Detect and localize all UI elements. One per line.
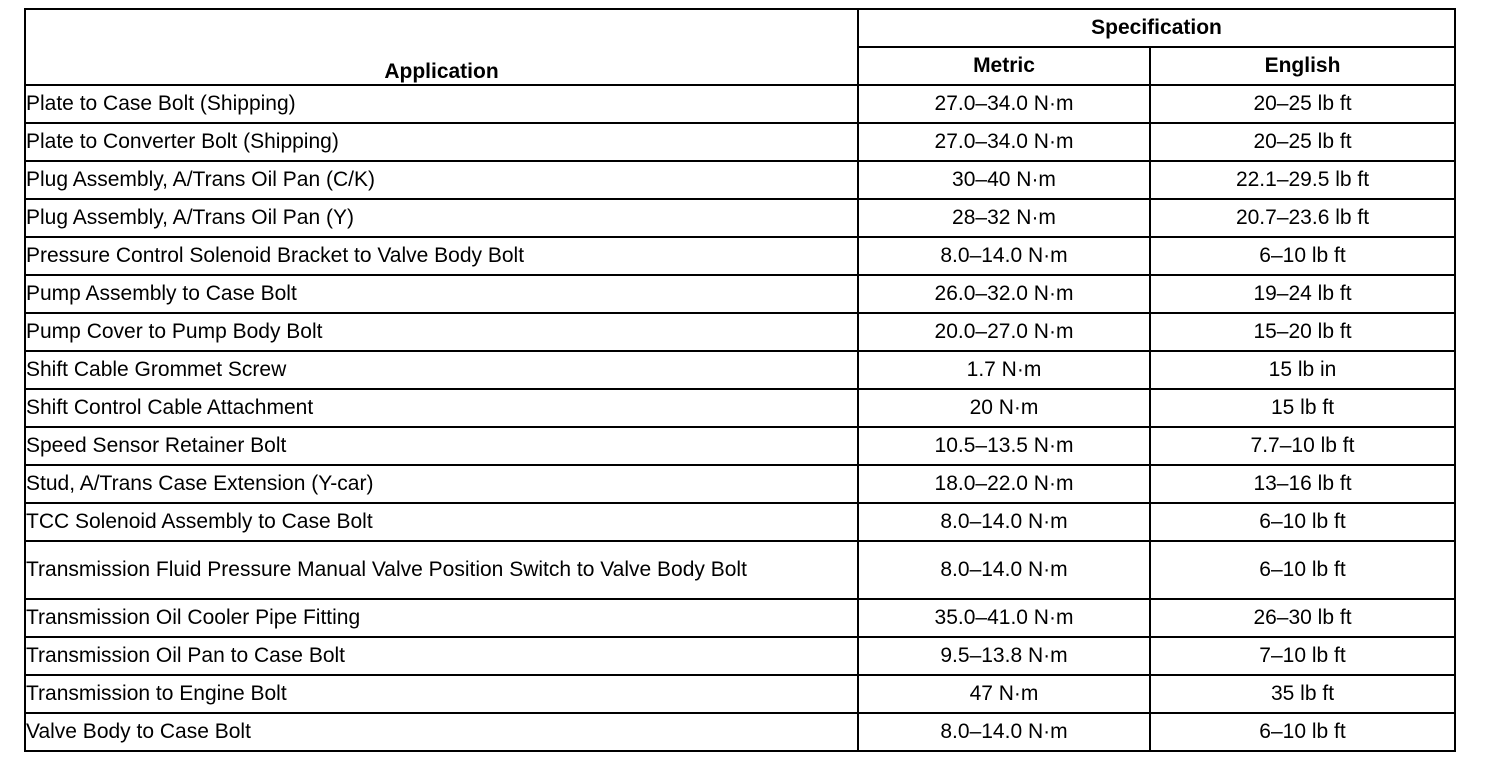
metric-cell: 20.0–27.0 N·m bbox=[858, 313, 1150, 351]
metric-cell: 10.5–13.5 N·m bbox=[858, 427, 1150, 465]
english-cell: 6–10 lb ft bbox=[1150, 503, 1455, 541]
table-row bbox=[25, 599, 1455, 637]
english-cell: 7.7–10 lb ft bbox=[1150, 427, 1455, 465]
application-cell: Shift Cable Grommet Screw bbox=[25, 351, 858, 389]
table-row bbox=[25, 713, 1455, 751]
english-cell: 15 lb in bbox=[1150, 351, 1455, 389]
application-cell: Transmission to Engine Bolt bbox=[25, 675, 858, 713]
application-cell: Valve Body to Case Bolt bbox=[25, 713, 858, 751]
application-cell: Plug Assembly, A/Trans Oil Pan (C/K) bbox=[25, 161, 858, 199]
table-row bbox=[25, 85, 1455, 123]
english-cell: 13–16 lb ft bbox=[1150, 465, 1455, 503]
table-row bbox=[25, 275, 1455, 313]
application-cell: Pump Cover to Pump Body Bolt bbox=[25, 313, 858, 351]
english-cell: 19–24 lb ft bbox=[1150, 275, 1455, 313]
metric-cell: 28–32 N·m bbox=[858, 199, 1150, 237]
table-row bbox=[25, 351, 1455, 389]
english-cell: 20–25 lb ft bbox=[1150, 123, 1455, 161]
metric-cell: 8.0–14.0 N·m bbox=[858, 541, 1150, 599]
table-row bbox=[25, 123, 1455, 161]
metric-cell: 9.5–13.8 N·m bbox=[858, 637, 1150, 675]
table-row bbox=[25, 503, 1455, 541]
metric-header: Metric bbox=[858, 47, 1150, 85]
application-cell: Plate to Converter Bolt (Shipping) bbox=[25, 123, 858, 161]
application-cell: Transmission Fluid Pressure Manual Valve Position Switch to Valve Body Bolt bbox=[25, 541, 858, 599]
table-row bbox=[25, 389, 1455, 427]
application-cell: Plate to Case Bolt (Shipping) bbox=[25, 85, 858, 123]
table-row bbox=[25, 237, 1455, 275]
english-cell: 20–25 lb ft bbox=[1150, 85, 1455, 123]
table-row bbox=[25, 199, 1455, 237]
metric-cell: 47 N·m bbox=[858, 675, 1150, 713]
application-cell: Stud, A/Trans Case Extension (Y-car) bbox=[25, 465, 858, 503]
metric-cell: 26.0–32.0 N·m bbox=[858, 275, 1150, 313]
metric-cell: 35.0–41.0 N·m bbox=[858, 599, 1150, 637]
metric-cell: 8.0–14.0 N·m bbox=[858, 237, 1150, 275]
application-cell: Pressure Control Solenoid Bracket to Valve Body Bolt bbox=[25, 237, 858, 275]
table-body bbox=[25, 85, 1455, 751]
table-row bbox=[25, 637, 1455, 675]
english-cell: 6–10 lb ft bbox=[1150, 713, 1455, 751]
metric-cell: 30–40 N·m bbox=[858, 161, 1150, 199]
english-cell: 26–30 lb ft bbox=[1150, 599, 1455, 637]
english-cell: 20.7–23.6 lb ft bbox=[1150, 199, 1455, 237]
header-row-top bbox=[25, 9, 1455, 47]
application-cell: Transmission Oil Pan to Case Bolt bbox=[25, 637, 858, 675]
application-cell: Shift Control Cable Attachment bbox=[25, 389, 858, 427]
english-cell: 35 lb ft bbox=[1150, 675, 1455, 713]
table-row bbox=[25, 427, 1455, 465]
english-cell: 15 lb ft bbox=[1150, 389, 1455, 427]
application-cell: Pump Assembly to Case Bolt bbox=[25, 275, 858, 313]
metric-cell: 1.7 N·m bbox=[858, 351, 1150, 389]
english-cell: 22.1–29.5 lb ft bbox=[1150, 161, 1455, 199]
metric-cell: 27.0–34.0 N·m bbox=[858, 123, 1150, 161]
table-row bbox=[25, 313, 1455, 351]
application-header: Application bbox=[25, 9, 858, 85]
english-cell: 6–10 lb ft bbox=[1150, 237, 1455, 275]
english-cell: 7–10 lb ft bbox=[1150, 637, 1455, 675]
application-cell: Speed Sensor Retainer Bolt bbox=[25, 427, 858, 465]
application-cell: Plug Assembly, A/Trans Oil Pan (Y) bbox=[25, 199, 858, 237]
metric-cell: 8.0–14.0 N·m bbox=[858, 713, 1150, 751]
english-header: English bbox=[1150, 47, 1455, 85]
torque-spec-table bbox=[24, 8, 1456, 752]
table-row bbox=[25, 465, 1455, 503]
table-row bbox=[25, 161, 1455, 199]
application-cell: Transmission Oil Cooler Pipe Fitting bbox=[25, 599, 858, 637]
metric-cell: 8.0–14.0 N·m bbox=[858, 503, 1150, 541]
table-header bbox=[25, 9, 1455, 85]
metric-cell: 18.0–22.0 N·m bbox=[858, 465, 1150, 503]
specification-header: Specification bbox=[858, 9, 1455, 47]
metric-cell: 20 N·m bbox=[858, 389, 1150, 427]
table-row bbox=[25, 675, 1455, 713]
metric-cell: 27.0–34.0 N·m bbox=[858, 85, 1150, 123]
application-cell: TCC Solenoid Assembly to Case Bolt bbox=[25, 503, 858, 541]
table-row bbox=[25, 541, 1455, 599]
english-cell: 15–20 lb ft bbox=[1150, 313, 1455, 351]
english-cell: 6–10 lb ft bbox=[1150, 541, 1455, 599]
